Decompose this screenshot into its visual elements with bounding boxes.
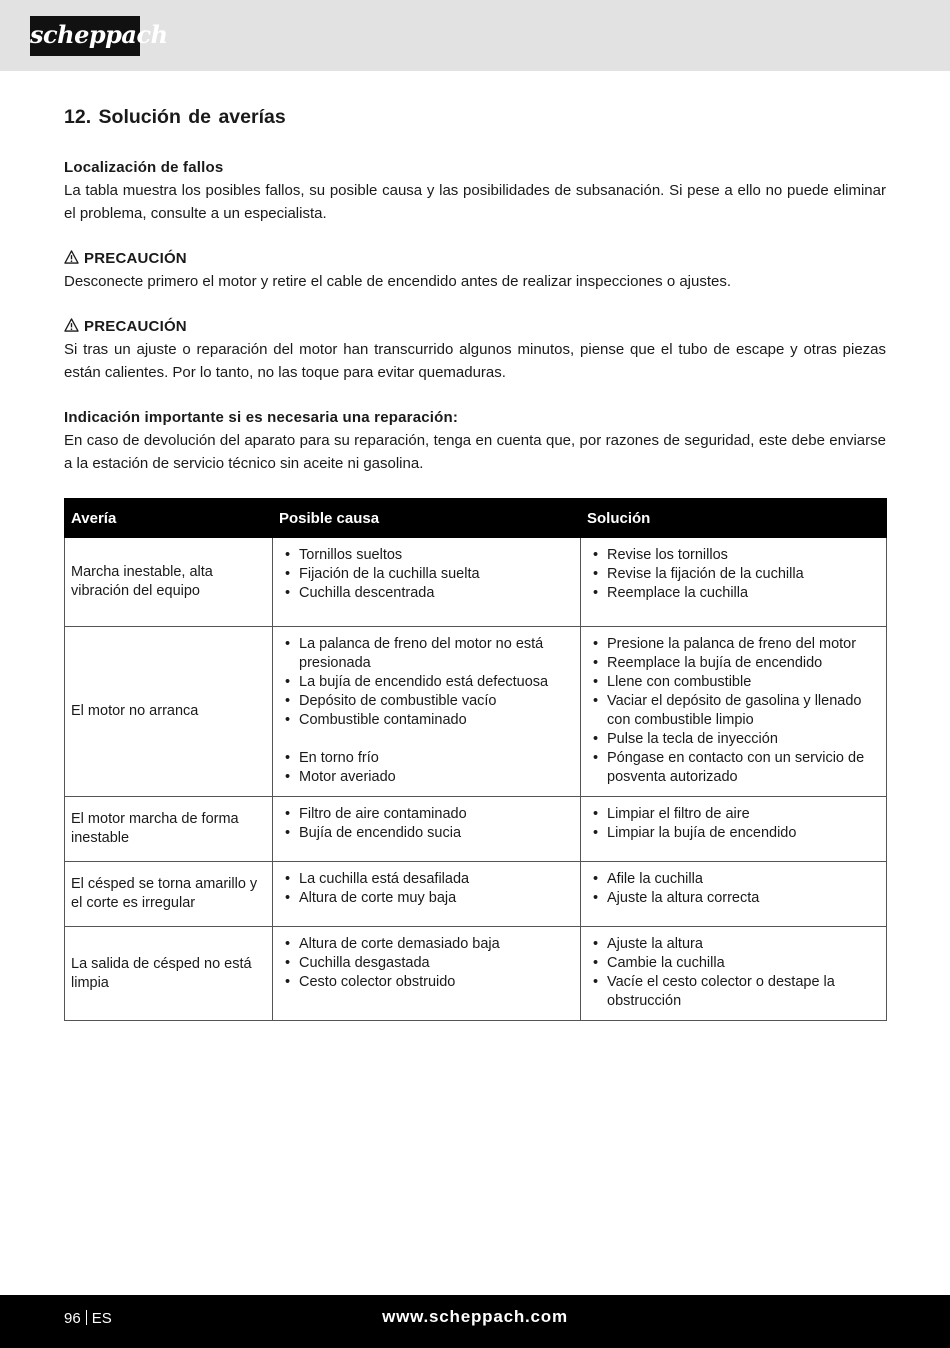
list-item: • Revise los tornillos <box>587 546 880 565</box>
repair-note-heading: Indicación importante si es necesaria una reparación: <box>64 409 459 426</box>
table-row <box>65 927 887 1021</box>
caution-label: PRECAUCIÓN <box>84 318 187 335</box>
solution-cell <box>581 627 887 797</box>
page-number: 96 <box>64 1310 81 1327</box>
solution-cell <box>581 927 887 1021</box>
fault-location-text: La tabla muestra los posibles fallos, su posible causa y las posibilidades de subsanación. Si pese a ello no puede eliminar el problema, consulte a un especialista. <box>64 182 886 222</box>
solution-cell <box>581 862 887 927</box>
list-item: • Altura de corte muy baja <box>279 889 574 908</box>
list-item: • Llene con combustible <box>587 673 880 692</box>
troubleshooting-table <box>64 498 887 1021</box>
list-item: • Cesto colector obstruido <box>279 973 574 992</box>
caution-label: PRECAUCIÓN <box>84 250 187 267</box>
list-item: • Bujía de encendido sucia <box>279 824 574 843</box>
list-item: • Tornillos sueltos <box>279 546 574 565</box>
cause-cell <box>273 927 581 1021</box>
list-item: • Ajuste la altura <box>587 935 880 954</box>
section-title: 12. Solución de averías <box>64 106 286 128</box>
list-item: • La bujía de encendido está defectuosa <box>279 673 574 692</box>
table-row <box>65 797 887 862</box>
website-url: www.scheppach.com <box>382 1307 568 1326</box>
solution-cell <box>581 538 887 627</box>
caution-heading-2 <box>64 315 886 338</box>
header-band <box>0 0 950 71</box>
table-header-row <box>65 499 887 538</box>
cause-cell <box>273 538 581 627</box>
footer-band <box>0 1295 950 1348</box>
warning-icon <box>64 250 79 264</box>
fault-cell: El motor marcha de forma inestable <box>65 797 273 862</box>
fault-cell: Marcha inestable, alta vibración del equipo <box>65 538 273 627</box>
list-item: • Vacíe el cesto colector o destape la obstrucción <box>587 973 880 1011</box>
header-fault: Avería <box>65 499 273 538</box>
repair-note-text: En caso de devolución del aparato para su reparación, tenga en cuenta que, por razones de seguridad, este debe enviarse a la estación de servicio técnico sin aceite ni gasolina. <box>64 432 886 472</box>
table-row <box>65 627 887 797</box>
language-code: ES <box>91 1310 112 1327</box>
list-item: • Vaciar el depósito de gasolina y llenado con combustible limpio <box>587 692 880 730</box>
list-item: • Cuchilla desgastada <box>279 954 574 973</box>
list-item: • Altura de corte demasiado baja <box>279 935 574 954</box>
cause-cell <box>273 797 581 862</box>
brand-logo: scheppach <box>30 16 140 56</box>
fault-cell: El motor no arranca <box>65 627 273 797</box>
caution-heading-1 <box>64 247 886 270</box>
list-item: • Afile la cuchilla <box>587 870 880 889</box>
list-item: • En torno frío <box>279 749 574 768</box>
header-solution: Solución <box>581 499 887 538</box>
cause-cell <box>273 862 581 927</box>
list-item: • Depósito de combustible vacío <box>279 692 574 711</box>
list-item: • Motor averiado <box>279 768 574 787</box>
cause-cell <box>273 627 581 797</box>
main-content <box>64 104 886 497</box>
list-item: • Reemplace la cuchilla <box>587 584 880 603</box>
warning-icon <box>64 318 79 332</box>
list-item: • Reemplace la bujía de encendido <box>587 654 880 673</box>
list-item: • Presione la palanca de freno del motor <box>587 635 880 654</box>
header-cause: Posible causa <box>273 499 581 538</box>
fault-cell: El césped se torna amarillo y el corte es irregular <box>65 862 273 927</box>
table-row <box>65 538 887 627</box>
table-row <box>65 862 887 927</box>
list-item: • Póngase en contacto con un servicio de posventa autorizado <box>587 749 880 787</box>
caution-text-1: Desconecte primero el motor y retire el cable de encendido antes de realizar inspecciones o ajustes. <box>64 273 732 290</box>
list-item: • La palanca de freno del motor no está presionada <box>279 635 574 673</box>
fault-cell: La salida de césped no está limpia <box>65 927 273 1021</box>
fault-location-heading: Localización de fallos <box>64 159 224 176</box>
list-item: • Combustible contaminado <box>279 711 574 730</box>
list-item: • Cuchilla descentrada <box>279 584 574 603</box>
list-item: • Filtro de aire contaminado <box>279 805 574 824</box>
caution-text-2: Si tras un ajuste o reparación del motor han transcurrido algunos minutos, piense que el tubo de escape y otras piezas están calientes. Por lo tanto, no las toque para evitar quemaduras. <box>64 341 886 381</box>
list-item: • Revise la fijación de la cuchilla <box>587 565 880 584</box>
list-item: • Cambie la cuchilla <box>587 954 880 973</box>
list-item: • Ajuste la altura correcta <box>587 889 880 908</box>
list-item: • La cuchilla está desafilada <box>279 870 574 889</box>
list-item: • Fijación de la cuchilla suelta <box>279 565 574 584</box>
list-item: • Limpiar la bujía de encendido <box>587 824 880 843</box>
list-item: • Pulse la tecla de inyección <box>587 730 880 749</box>
list-item: • Limpiar el filtro de aire <box>587 805 880 824</box>
solution-cell <box>581 797 887 862</box>
